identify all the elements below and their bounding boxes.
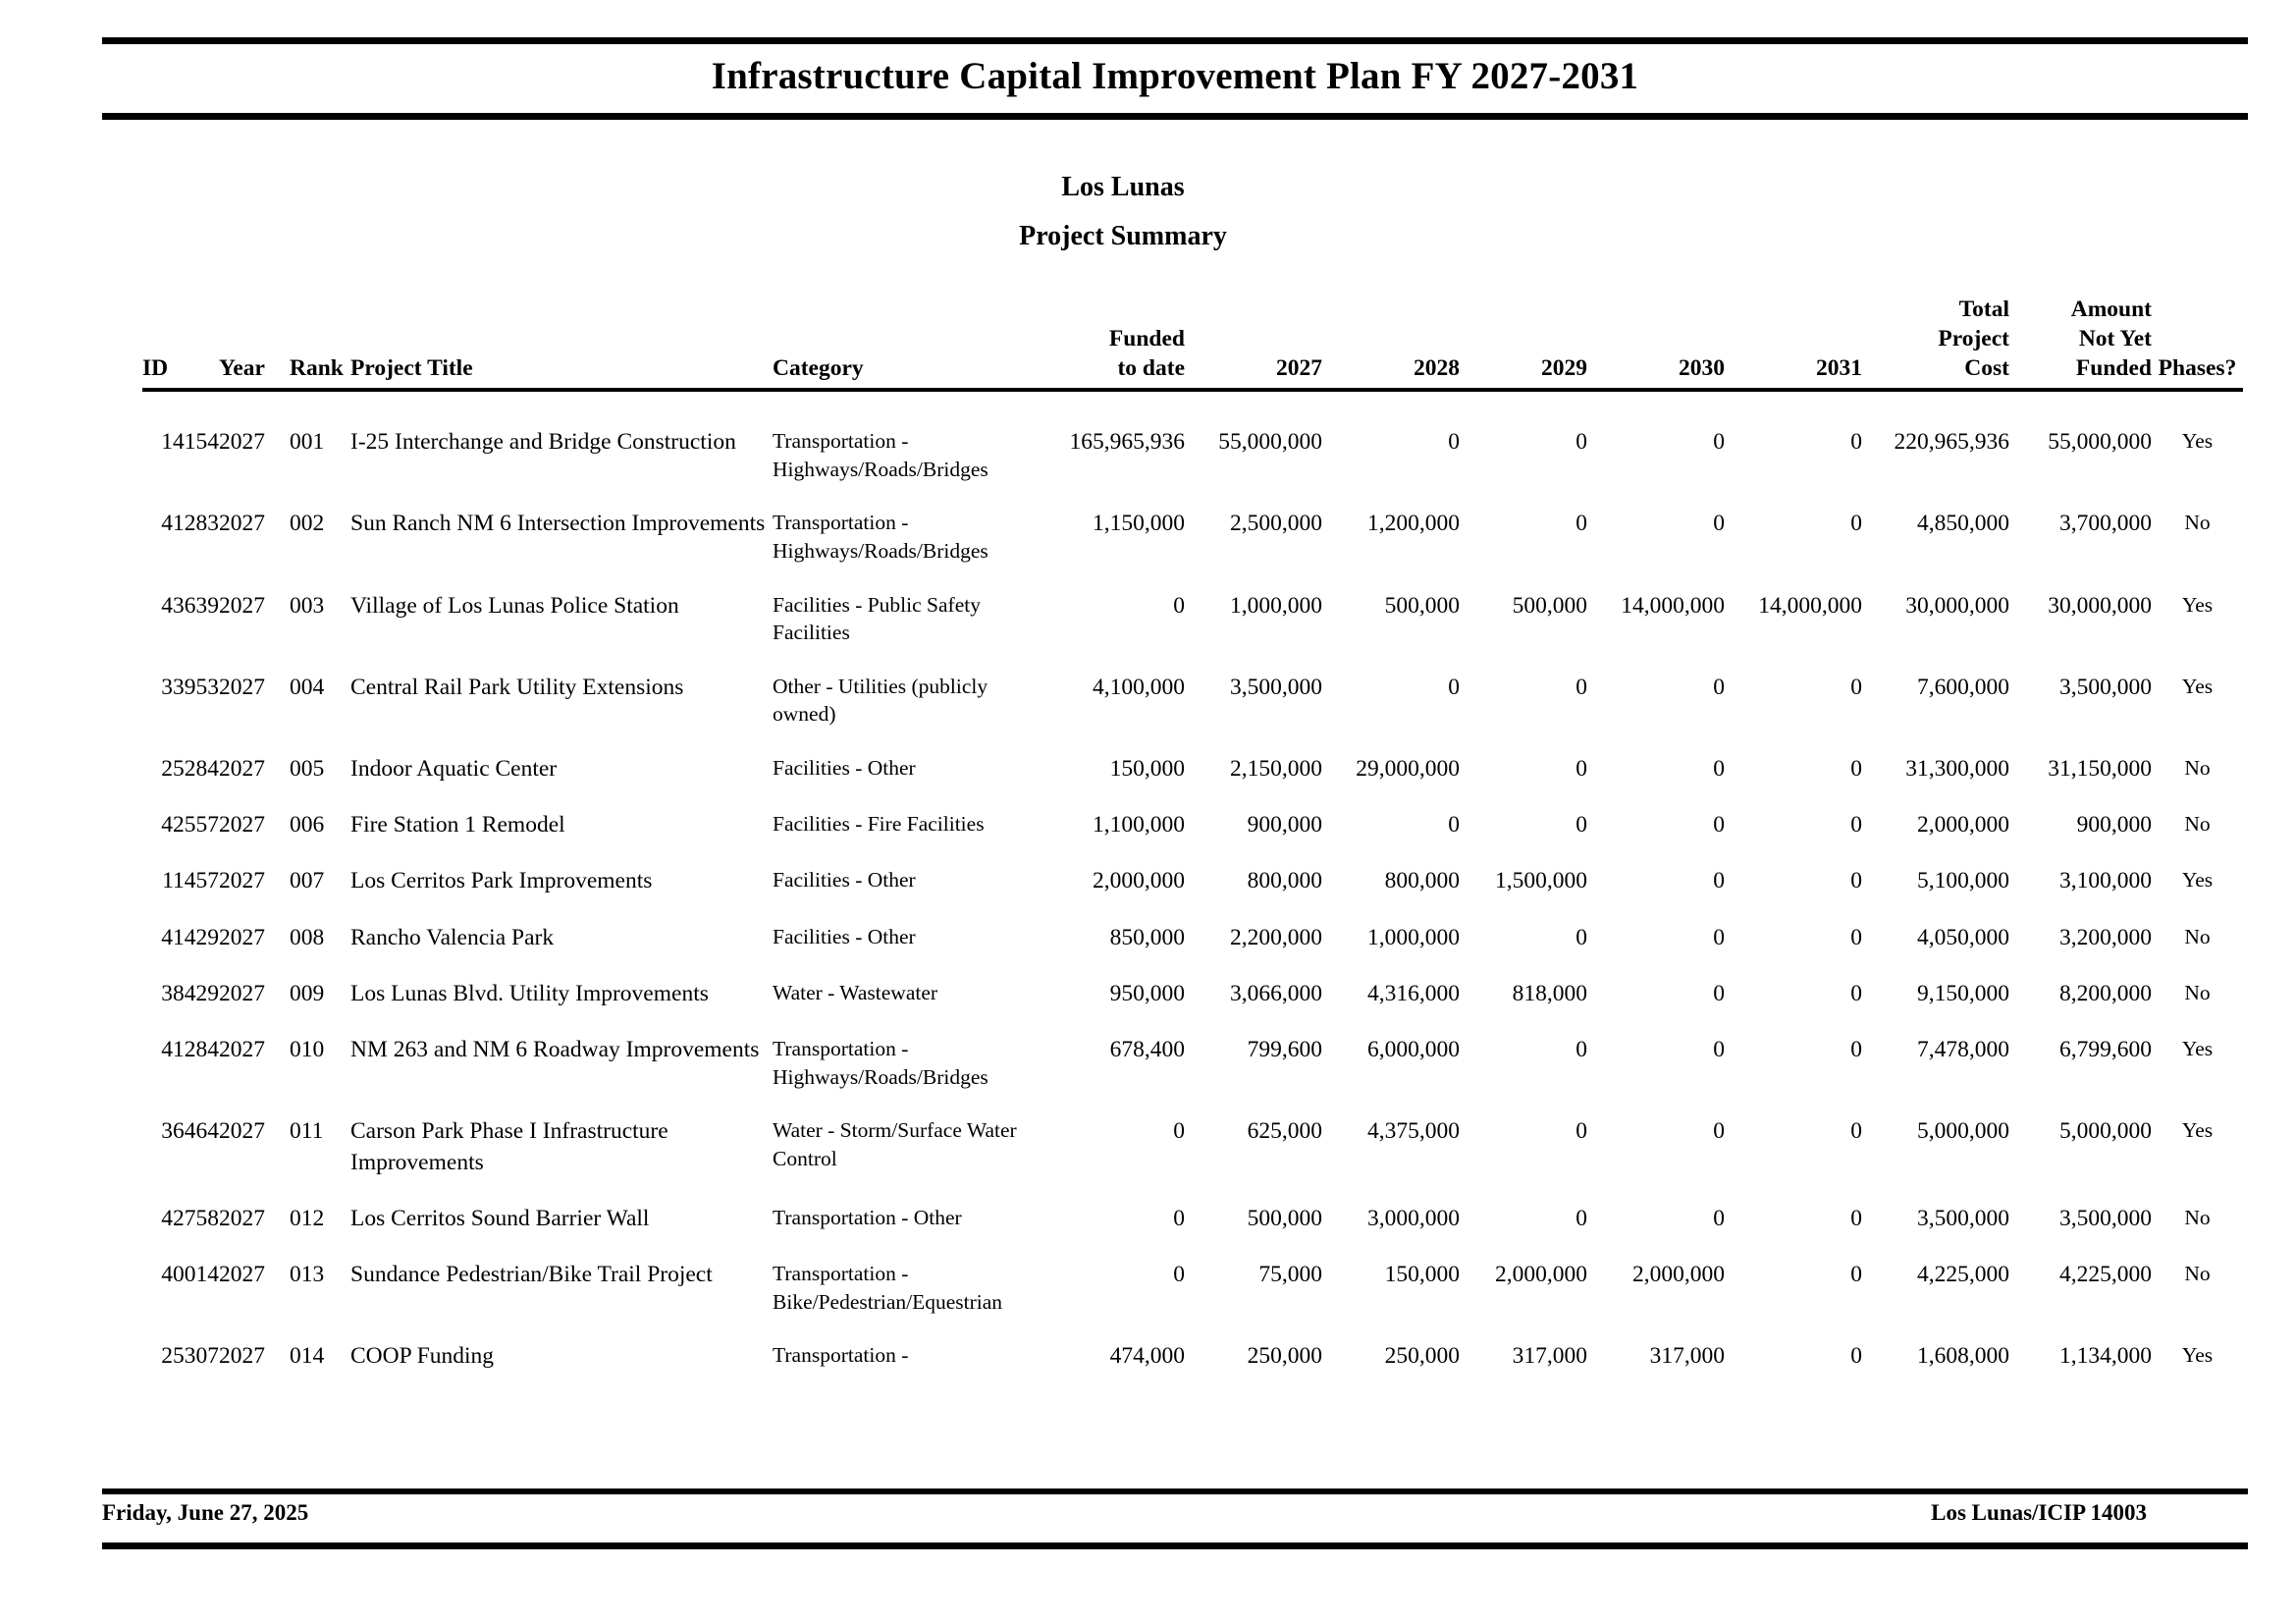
- cell-year: 2027: [219, 1262, 265, 1288]
- cell-2029: 0: [1575, 429, 1587, 456]
- col-header-funded-line2: to date: [1117, 355, 1185, 382]
- row-spacer-cell: [142, 953, 2243, 979]
- cell-2027: 55,000,000: [1218, 429, 1322, 456]
- cell-total-project-cost: 3,500,000: [1917, 1205, 2009, 1231]
- cell-id: 36464: [161, 1118, 219, 1145]
- cell-id: 38429: [161, 980, 219, 1006]
- cell-amount-not-yet-funded: 900,000: [2076, 812, 2152, 839]
- cell-2027: 2,200,000: [1230, 924, 1322, 950]
- cell-amount-not-yet-funded: 3,700,000: [2059, 511, 2152, 537]
- cell-2028: 4,375,000: [1367, 1118, 1460, 1145]
- cell-category: Water - Wastewater: [773, 980, 938, 1004]
- cell-2029: 0: [1575, 1118, 1587, 1145]
- cell-category: Transportation -: [773, 1343, 909, 1368]
- row-spacer: [142, 1091, 2243, 1116]
- cell-phases: No: [2184, 1205, 2211, 1229]
- cell-funded-to-date: 850,000: [1109, 924, 1185, 950]
- cell-project-title: Los Lunas Blvd. Utility Improvements: [350, 980, 709, 1006]
- cell-2027: 2,150,000: [1230, 755, 1322, 782]
- col-header-total-line2: Project: [1938, 326, 2009, 352]
- cell-project-title: Sundance Pedestrian/Bike Trail Project: [350, 1262, 713, 1288]
- header-rule-bottom: [102, 113, 2248, 120]
- cell-2027: 3,500,000: [1230, 674, 1322, 700]
- cell-total-project-cost: 5,100,000: [1917, 868, 2009, 894]
- col-header-total-line1: Total: [1958, 297, 2009, 322]
- footer-rule-top: [102, 1488, 2248, 1494]
- cell-total-project-cost: 4,850,000: [1917, 511, 2009, 537]
- cell-project-title: Rancho Valencia Park: [350, 924, 555, 950]
- cell-2027: 625,000: [1247, 1118, 1322, 1145]
- cell-2030: 0: [1713, 755, 1725, 782]
- cell-rank: 006: [290, 812, 325, 839]
- cell-2027: 2,500,000: [1230, 511, 1322, 537]
- row-spacer-cell: [142, 566, 2243, 591]
- cell-total-project-cost: 2,000,000: [1917, 812, 2009, 839]
- table-row[interactable]: [142, 1204, 2243, 1234]
- cell-amount-not-yet-funded: 8,200,000: [2059, 980, 2152, 1006]
- cell-category: Facilities - Other: [773, 868, 916, 893]
- cell-2029: 0: [1575, 511, 1587, 537]
- cell-funded-to-date: 1,150,000: [1093, 511, 1185, 537]
- cell-2031: 0: [1850, 980, 1862, 1006]
- table-row[interactable]: [142, 427, 2243, 483]
- cell-2028: 250,000: [1384, 1343, 1460, 1370]
- cell-year: 2027: [219, 868, 265, 894]
- col-header-phases: Phases?: [2152, 295, 2243, 390]
- cell-2030: 0: [1713, 980, 1725, 1006]
- table-row[interactable]: [142, 810, 2243, 840]
- cell-2029: 2,000,000: [1495, 1262, 1587, 1288]
- cell-year: 2027: [219, 812, 265, 839]
- cell-2027: 900,000: [1247, 812, 1322, 839]
- col-header-2028: 2028: [1322, 295, 1460, 390]
- cell-project-title: Carson Park Phase I Infrastructure Improvements: [350, 1118, 668, 1175]
- row-spacer: [142, 729, 2243, 754]
- row-spacer-cell: [142, 647, 2243, 673]
- cell-category: Transportation - Other: [773, 1205, 962, 1229]
- cell-2029: 0: [1575, 674, 1587, 700]
- cell-project-title: Los Cerritos Park Improvements: [350, 868, 653, 894]
- cell-phases: Yes: [2181, 868, 2214, 893]
- row-spacer-cell: [142, 1178, 2243, 1204]
- cell-2031: 0: [1850, 1262, 1862, 1288]
- cell-rank: 014: [290, 1343, 325, 1370]
- cell-2030: 0: [1713, 812, 1725, 839]
- col-header-notyet-line3: Funded: [2075, 355, 2152, 382]
- cell-2027: 3,066,000: [1230, 980, 1322, 1006]
- cell-id: 40014: [161, 1262, 219, 1288]
- cell-funded-to-date: 474,000: [1109, 1343, 1185, 1370]
- cell-amount-not-yet-funded: 4,225,000: [2059, 1262, 2152, 1288]
- row-spacer: [142, 1316, 2243, 1341]
- cell-2027: 799,600: [1247, 1037, 1322, 1063]
- cell-2028: 3,000,000: [1367, 1205, 1460, 1231]
- cell-2030: 317,000: [1649, 1343, 1725, 1370]
- row-spacer: [142, 953, 2243, 979]
- table-row[interactable]: [142, 591, 2243, 647]
- cell-2030: 0: [1713, 1118, 1725, 1145]
- cell-project-title: Fire Station 1 Remodel: [350, 812, 565, 839]
- col-header-2030: 2030: [1587, 295, 1725, 390]
- col-header-2027: 2027: [1185, 295, 1322, 390]
- cell-2028: 6,000,000: [1367, 1037, 1460, 1063]
- row-spacer: [142, 566, 2243, 591]
- cell-phases: Yes: [2181, 592, 2214, 617]
- cell-project-title: Los Cerritos Sound Barrier Wall: [350, 1205, 650, 1231]
- cell-project-title: Sun Ranch NM 6 Intersection Improvements: [350, 511, 766, 537]
- col-header-total-project-cost: [1862, 295, 2009, 390]
- row-spacer-cell: [142, 784, 2243, 810]
- cell-id: 43639: [161, 592, 219, 619]
- cell-total-project-cost: 5,000,000: [1917, 1118, 2009, 1145]
- cell-id: 41429: [161, 924, 219, 950]
- cell-total-project-cost: 7,600,000: [1917, 674, 2009, 700]
- cell-2028: 4,316,000: [1367, 980, 1460, 1006]
- cell-amount-not-yet-funded: 55,000,000: [2048, 429, 2152, 456]
- cell-funded-to-date: 0: [1173, 1205, 1185, 1231]
- cell-total-project-cost: 4,050,000: [1917, 924, 2009, 950]
- cell-total-project-cost: 9,150,000: [1917, 980, 2009, 1006]
- cell-2031: 0: [1850, 1118, 1862, 1145]
- cell-2029: 0: [1575, 924, 1587, 950]
- row-spacer-cell: [142, 1234, 2243, 1260]
- cell-2029: 317,000: [1512, 1343, 1587, 1370]
- cell-project-title: NM 263 and NM 6 Roadway Improvements: [350, 1037, 760, 1063]
- cell-total-project-cost: 1,608,000: [1917, 1343, 2009, 1370]
- row-spacer: [142, 897, 2243, 923]
- table-row[interactable]: [142, 754, 2243, 784]
- cell-year: 2027: [219, 980, 265, 1006]
- cell-rank: 008: [290, 924, 325, 950]
- cell-project-title: Village of Los Lunas Police Station: [350, 592, 679, 619]
- cell-2027: 500,000: [1247, 1205, 1322, 1231]
- col-header-2031: 2031: [1725, 295, 1862, 390]
- cell-2028: 0: [1448, 429, 1460, 456]
- cell-2031: 0: [1850, 1205, 1862, 1231]
- row-spacer: [142, 784, 2243, 810]
- cell-category: Transportation - Highways/Roads/Bridges: [773, 511, 988, 564]
- cell-category: Facilities - Public Safety Facilities: [773, 592, 981, 645]
- cell-id: 25284: [161, 755, 219, 782]
- cell-2029: 0: [1575, 812, 1587, 839]
- cell-project-title: I-25 Interchange and Bridge Construction: [350, 429, 736, 456]
- cell-2029: 0: [1575, 755, 1587, 782]
- cell-2031: 0: [1850, 868, 1862, 894]
- cell-2031: 0: [1850, 511, 1862, 537]
- project-summary-table: [142, 295, 2243, 1373]
- cell-rank: 002: [290, 511, 325, 537]
- row-spacer: [142, 1178, 2243, 1204]
- table-row[interactable]: [142, 866, 2243, 896]
- cell-2028: 150,000: [1384, 1262, 1460, 1288]
- report-name: Project Summary: [1019, 221, 1227, 251]
- cell-funded-to-date: 4,100,000: [1093, 674, 1185, 700]
- table-row[interactable]: [142, 1341, 2243, 1372]
- cell-phases: No: [2184, 511, 2211, 535]
- cell-id: 42758: [161, 1205, 219, 1231]
- col-header-amount-not-yet-funded: [2009, 295, 2152, 390]
- cell-phases: Yes: [2181, 1118, 2214, 1143]
- cell-2028: 0: [1448, 674, 1460, 700]
- col-header-id: ID: [142, 295, 219, 390]
- cell-funded-to-date: 678,400: [1109, 1037, 1185, 1063]
- row-spacer-cell: [142, 1009, 2243, 1035]
- cell-phases: No: [2184, 924, 2211, 948]
- col-header-2029: 2029: [1460, 295, 1587, 390]
- row-spacer-cell: [142, 897, 2243, 923]
- cell-amount-not-yet-funded: 30,000,000: [2048, 592, 2152, 619]
- col-header-notyet-line2: Not Yet: [2078, 326, 2152, 352]
- cell-funded-to-date: 0: [1173, 1262, 1185, 1288]
- table-row[interactable]: [142, 1035, 2243, 1091]
- row-spacer-cell: [142, 390, 2243, 427]
- footer-report-id: Los Lunas/ICIP 14003: [1931, 1500, 2147, 1525]
- cell-2028: 800,000: [1384, 868, 1460, 894]
- col-header-funded-line1: Funded: [1108, 326, 1185, 352]
- cell-amount-not-yet-funded: 6,799,600: [2059, 1037, 2152, 1063]
- cell-2030: 2,000,000: [1632, 1262, 1725, 1288]
- cell-id: 25307: [161, 1343, 219, 1370]
- cell-2029: 1,500,000: [1495, 868, 1587, 894]
- cell-phases: No: [2184, 755, 2211, 780]
- cell-2027: 250,000: [1247, 1343, 1322, 1370]
- col-header-notyet-line1: Amount: [2070, 297, 2152, 322]
- col-header-funded-to-date: [1052, 295, 1185, 390]
- cell-2029: 0: [1575, 1205, 1587, 1231]
- table-row[interactable]: [142, 1116, 2243, 1178]
- cell-amount-not-yet-funded: 1,134,000: [2059, 1343, 2152, 1370]
- cell-phases: No: [2184, 812, 2211, 837]
- cell-2028: 29,000,000: [1356, 755, 1460, 782]
- cell-total-project-cost: 4,225,000: [1917, 1262, 2009, 1288]
- cell-amount-not-yet-funded: 3,100,000: [2059, 868, 2152, 894]
- table-row[interactable]: [142, 509, 2243, 565]
- cell-2030: 0: [1713, 868, 1725, 894]
- cell-rank: 012: [290, 1205, 325, 1231]
- cell-2031: 0: [1850, 1037, 1862, 1063]
- cell-id: 41284: [161, 1037, 219, 1063]
- cell-rank: 010: [290, 1037, 325, 1063]
- cell-project-title: Indoor Aquatic Center: [350, 755, 558, 782]
- table-row[interactable]: [142, 1260, 2243, 1316]
- cell-year: 2027: [219, 592, 265, 619]
- cell-2030: 0: [1713, 1205, 1725, 1231]
- cell-category: Transportation - Highways/Roads/Bridges: [773, 1037, 988, 1089]
- cell-total-project-cost: 31,300,000: [1905, 755, 2009, 782]
- cell-rank: 009: [290, 980, 325, 1006]
- cell-2028: 1,000,000: [1367, 924, 1460, 950]
- cell-amount-not-yet-funded: 3,200,000: [2059, 924, 2152, 950]
- cell-2030: 0: [1713, 674, 1725, 700]
- cell-phases: Yes: [2181, 429, 2214, 454]
- row-spacer-cell: [142, 1316, 2243, 1341]
- cell-2031: 0: [1850, 755, 1862, 782]
- cell-2031: 0: [1850, 812, 1862, 839]
- cell-total-project-cost: 7,478,000: [1917, 1037, 2009, 1063]
- table-row[interactable]: [142, 979, 2243, 1009]
- cell-2029: 818,000: [1512, 980, 1587, 1006]
- cell-funded-to-date: 150,000: [1109, 755, 1185, 782]
- cell-id: 41283: [161, 511, 219, 537]
- col-header-total-line3: Cost: [1964, 355, 2009, 382]
- footer-rule-bottom: [102, 1542, 2248, 1549]
- cell-id: 42557: [161, 812, 219, 839]
- cell-2030: 0: [1713, 511, 1725, 537]
- cell-year: 2027: [219, 1343, 265, 1370]
- cell-year: 2027: [219, 1037, 265, 1063]
- cell-funded-to-date: 0: [1173, 592, 1185, 619]
- cell-funded-to-date: 2,000,000: [1093, 868, 1185, 894]
- cell-category: Facilities - Other: [773, 924, 916, 948]
- cell-2031: 0: [1850, 1343, 1862, 1370]
- table-body: [142, 390, 2243, 1372]
- row-spacer: [142, 840, 2243, 866]
- cell-2031: 0: [1850, 429, 1862, 456]
- cell-project-title: COOP Funding: [350, 1343, 495, 1370]
- cell-year: 2027: [219, 1205, 265, 1231]
- cell-id: 14154: [161, 429, 219, 456]
- document-title: Infrastructure Capital Improvement Plan FY 2027-2031: [711, 55, 1639, 97]
- project-summary-table-wrap: [0, 295, 2296, 1373]
- row-spacer-cell: [142, 729, 2243, 754]
- row-spacer: [142, 1009, 2243, 1035]
- row-spacer: [142, 390, 2243, 427]
- cell-2030: 14,000,000: [1621, 592, 1725, 619]
- footer-date: Friday, June 27, 2025: [102, 1500, 309, 1525]
- cell-rank: 011: [290, 1118, 324, 1145]
- cell-2031: 0: [1850, 924, 1862, 950]
- row-spacer-cell: [142, 840, 2243, 866]
- cell-funded-to-date: 950,000: [1109, 980, 1185, 1006]
- cell-year: 2027: [219, 511, 265, 537]
- cell-2028: 500,000: [1384, 592, 1460, 619]
- row-spacer: [142, 1234, 2243, 1260]
- cell-phases: Yes: [2181, 1037, 2214, 1061]
- row-spacer-cell: [142, 483, 2243, 509]
- row-spacer: [142, 647, 2243, 673]
- cell-phases: Yes: [2181, 1343, 2214, 1368]
- cell-category: Facilities - Fire Facilities: [773, 812, 985, 837]
- cell-amount-not-yet-funded: 5,000,000: [2059, 1118, 2152, 1145]
- cell-category: Water - Storm/Surface Water Control: [773, 1118, 1017, 1171]
- row-spacer-cell: [142, 1091, 2243, 1116]
- cell-phases: Yes: [2181, 674, 2214, 698]
- cell-category: Other - Utilities (publicly owned): [773, 674, 988, 727]
- cell-year: 2027: [219, 755, 265, 782]
- cell-2031: 14,000,000: [1758, 592, 1862, 619]
- cell-rank: 007: [290, 868, 325, 894]
- cell-amount-not-yet-funded: 3,500,000: [2059, 1205, 2152, 1231]
- cell-category: Transportation - Bike/Pedestrian/Equestrian: [773, 1262, 1003, 1314]
- table-header-row: [142, 295, 2243, 390]
- cell-2030: 0: [1713, 1037, 1725, 1063]
- cell-2030: 0: [1713, 429, 1725, 456]
- cell-amount-not-yet-funded: 3,500,000: [2059, 674, 2152, 700]
- cell-category: Facilities - Other: [773, 755, 916, 780]
- entity-name: Los Lunas: [1061, 172, 1185, 202]
- col-header-project-title: Project Title: [350, 295, 773, 390]
- row-spacer: [142, 483, 2243, 509]
- cell-rank: 005: [290, 755, 325, 782]
- cell-rank: 004: [290, 674, 325, 700]
- header-rule-top: [102, 37, 2248, 44]
- cell-id: 33953: [161, 674, 219, 700]
- cell-total-project-cost: 220,965,936: [1894, 429, 2009, 456]
- cell-rank: 013: [290, 1262, 325, 1288]
- cell-id: 11457: [162, 868, 219, 894]
- cell-phases: No: [2184, 1262, 2211, 1286]
- cell-year: 2027: [219, 429, 265, 456]
- cell-category: Transportation - Highways/Roads/Bridges: [773, 429, 988, 481]
- table-row[interactable]: [142, 673, 2243, 729]
- cell-funded-to-date: 165,965,936: [1069, 429, 1185, 456]
- cell-year: 2027: [219, 1118, 265, 1145]
- cell-2027: 75,000: [1258, 1262, 1322, 1288]
- cell-funded-to-date: 1,100,000: [1093, 812, 1185, 839]
- cell-year: 2027: [219, 674, 265, 700]
- cell-funded-to-date: 0: [1173, 1118, 1185, 1145]
- cell-2029: 500,000: [1512, 592, 1587, 619]
- table-row[interactable]: [142, 923, 2243, 953]
- cell-rank: 001: [290, 429, 325, 456]
- cell-2027: 1,000,000: [1230, 592, 1322, 619]
- cell-amount-not-yet-funded: 31,150,000: [2048, 755, 2152, 782]
- cell-total-project-cost: 30,000,000: [1905, 592, 2009, 619]
- cell-2028: 1,200,000: [1367, 511, 1460, 537]
- cell-project-title: Central Rail Park Utility Extensions: [350, 674, 684, 700]
- cell-2029: 0: [1575, 1037, 1587, 1063]
- cell-year: 2027: [219, 924, 265, 950]
- col-header-rank: Rank: [290, 295, 350, 390]
- cell-phases: No: [2184, 980, 2211, 1004]
- cell-2031: 0: [1850, 674, 1862, 700]
- cell-2027: 800,000: [1247, 868, 1322, 894]
- cell-2028: 0: [1448, 812, 1460, 839]
- col-header-year: Year: [219, 295, 290, 390]
- cell-2030: 0: [1713, 924, 1725, 950]
- cell-rank: 003: [290, 592, 325, 619]
- col-header-category: Category: [773, 295, 1052, 390]
